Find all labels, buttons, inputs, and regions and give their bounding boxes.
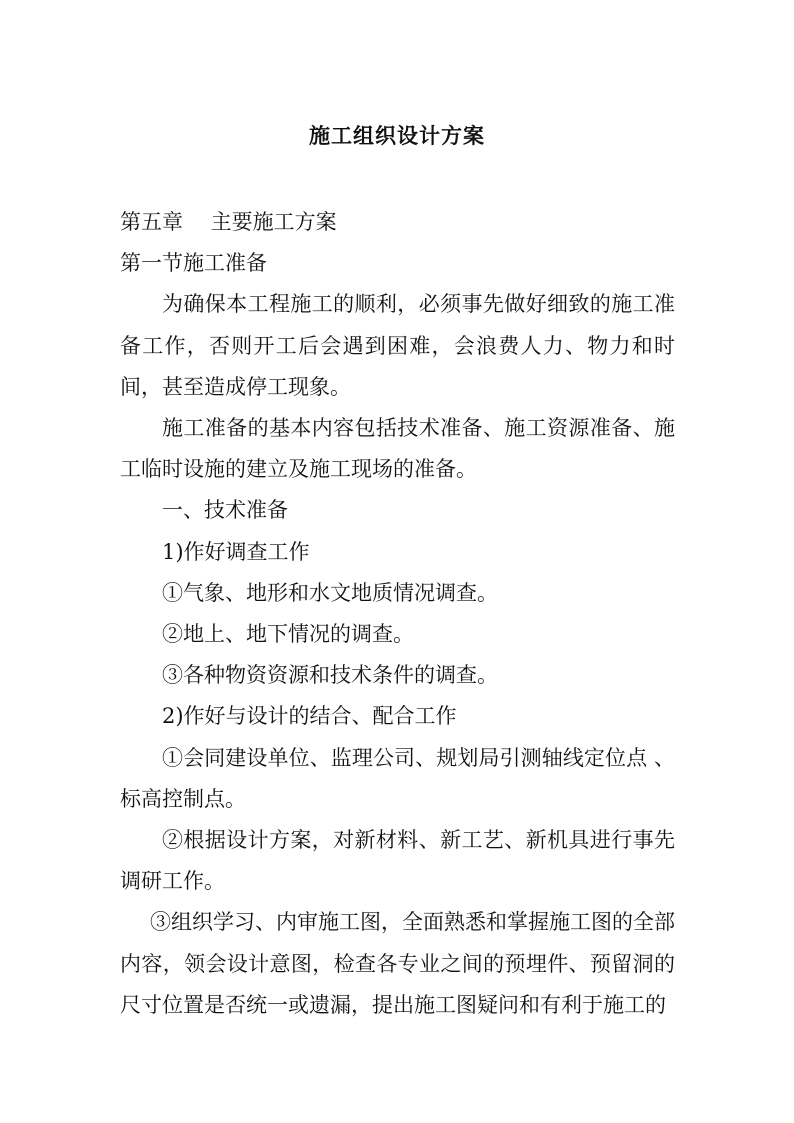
list-item: ②根据设计方案，对新材料、新工艺、新机具进行事先调研工作。 xyxy=(120,828,675,894)
subheading-technical-preparation: 一、技术准备 xyxy=(162,498,288,523)
document-body xyxy=(120,202,675,1026)
list-item: ①会同建设单位、监理公司、规划局引测轴线定位点 、标高控制点。 xyxy=(120,745,675,811)
chapter-heading: 第五章 主要施工方案 xyxy=(120,210,337,234)
list-item: ③组织学习、内审施工图，全面熟悉和掌握施工图的全部内容，领会设计意图，检查各专业之间的预埋件、预留洞的尺寸位置是否统一或遗漏，提出施工图疑问和有利于施工的 xyxy=(120,910,675,1017)
list-item: ②地上、地下情况的调查。 xyxy=(162,622,414,647)
paragraph: 为确保本工程施工的顺利，必须事先做好细致的施工准备工作，否则开工后会遇到困难，会浪费人力、物力和时间，甚至造成停工现象。 xyxy=(120,292,675,399)
list-item: ③各种物资资源和技术条件的调查。 xyxy=(162,663,498,688)
list-item: ①气象、地形和水文地质情况调查。 xyxy=(162,580,498,605)
paragraph: 施工准备的基本内容包括技术准备、施工资源准备、施工临时设施的建立及施工现场的准备。 xyxy=(120,416,675,482)
document-title: 施工组织设计方案 xyxy=(309,123,485,148)
list-item: 2)作好与设计的结合、配合工作 xyxy=(162,704,457,729)
section-heading: 第一节施工准备 xyxy=(120,251,267,276)
list-item: 1)作好调查工作 xyxy=(162,539,310,564)
